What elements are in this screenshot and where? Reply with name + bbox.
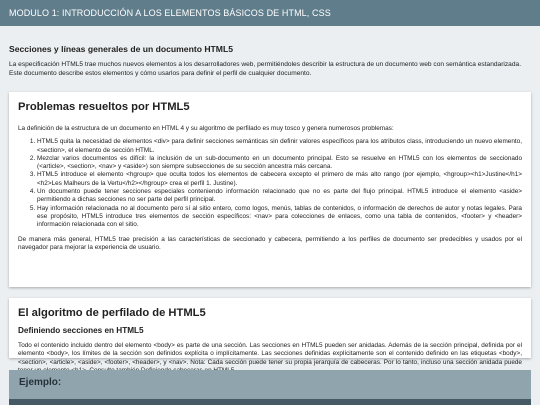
list-item: 4. Un documento puede tener secciones especiales conteniendo información relacionado que no es parte del flujo principal. HTML5 introduce el elemento <aside> permitiendo a dichas secciones no ser parte del perfil principal. [37, 188, 522, 205]
algorithm-heading: El algoritmo de perfilado de HTML5 [18, 307, 206, 319]
example-code-strip [9, 399, 531, 405]
algorithm-subheading: Definiendo secciones en HTML5 [18, 326, 144, 335]
list-item: 1. HTML5 quita la necesidad de elementos <div> para definir secciones semánticas sin definir valores específicos para los atributos class, introduciendo un nuevo elemento, <section>, el elemento de sección HTML. [37, 138, 522, 155]
intro-section [9, 44, 531, 78]
module-title: MODULO 1: INTRODUCCIÓN A LOS ELEMENTOS BÁSICOS DE HTML, CSS [9, 8, 331, 18]
algorithm-paragraph: Todo el contenido incluido dentro del elemento <body> es parte de una sección. Las secciones en HTML5 pueden ser anidadas. Además de la sección principal, definida por el elemento <body>, los límites de la sección son definidos explícita o implícitamente. Las secciones definidas explícitamente son el contenido definido en las etiquetas <body>, <section>, <article>, <aside>, <footer>, <header>, y <nav>. Nota: Cada sección puede tener su propia jerarquía de cabeceras. Por lo tanto, incluso una sección anidada puede [18, 342, 522, 366]
intro-paragraph: La especificación HTML5 trae muchos nuevos elementos a los desarrolladores web, permitiéndoles describir la estructura de un documento web con semántica estandarizada. Este documento describe estos elementos y cómo usarlos para definir el perfil de cualquier documento. [9, 61, 522, 77]
example-panel [9, 370, 531, 405]
module-title-bar [0, 0, 540, 26]
example-heading: Ejemplo: [19, 377, 62, 388]
problems-lead: La definición de la estructura de un documento en HTML 4 y su algoritmo de perfilado es muy tosco y genera numerosos problemas: [18, 125, 394, 132]
intro-heading: Secciones y líneas generales de un documento HTML5 [9, 44, 233, 54]
problems-closing: De manera más general, HTML5 trae precisión a las características de seccionado y cabecera, permitiendo a los perfiles de documento ser predecibles y usados por el navegador para mejorar la experiencia de usuario. [18, 235, 522, 251]
problems-list [18, 138, 522, 229]
algorithm-card [9, 298, 531, 366]
list-item: 3. HTML5 introduce el elemento <hgroup> que oculta todos los elementos de cabecera excepto el primero de más alto rango (por ejemplo, <hgroup><h1>Justine</h1><h2>Les Malheurs de la Vertu</h2></hgroup> crea el perfil 1. Justine). [37, 171, 522, 188]
problems-card [9, 92, 531, 287]
problems-heading: Problemas resueltos por HTML5 [18, 101, 190, 113]
list-item: 5. Hay información relacionada no al documento pero sí al sitio entero, como logos, menús, tablas de contenidos, o información de derechos de autor y notas legales. Para ese propósito, HTML5 introduce tres elementos de sección específicos: <nav> para colecciones de enlaces, como una tabla de contenidos, <footer> y <header> información relacionada con el sitio. [37, 205, 522, 230]
list-item: 2. Mezclar varios documentos es difícil: la inclusión de un sub-documento en un documento principal. Esto se resuelve en HTML5 con los elementos de seccionado (<article>, <section>, <nav> y <aside>) son siempre subsecciones de su sección ancestra más cercana. [37, 155, 522, 172]
